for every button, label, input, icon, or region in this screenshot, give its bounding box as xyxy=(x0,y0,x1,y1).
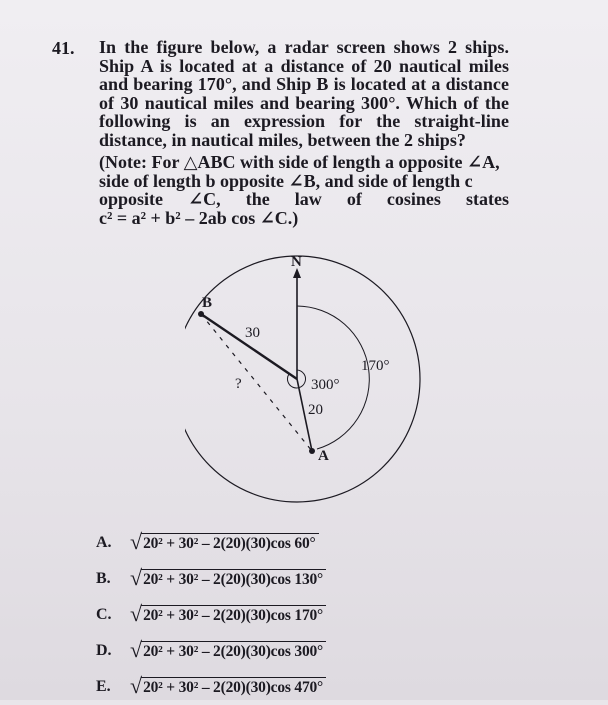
note-word: cosines xyxy=(386,189,441,210)
point-a-label: A xyxy=(318,448,329,464)
note-word: law xyxy=(294,189,322,210)
radical-icon: √ xyxy=(130,529,143,554)
choice-expression: 20² + 30² – 2(20)(30)cos 300° xyxy=(141,641,326,661)
choice-letter: A. xyxy=(96,534,112,551)
note-word: opposite xyxy=(99,189,164,210)
note-word: ∠C, xyxy=(188,189,221,210)
choice-b[interactable] xyxy=(96,561,426,597)
note-line-4-equation: c² = a² + b² – 2ab cos ∠C.) xyxy=(99,207,299,228)
radical-icon: √ xyxy=(130,637,143,662)
radar-circle xyxy=(185,256,420,502)
choice-letter: B. xyxy=(96,570,111,587)
law-of-cosines-note xyxy=(99,153,509,227)
choice-a[interactable] xyxy=(96,525,426,561)
note-line-1: (Note: For △ABC with side of length a opposite ∠A, xyxy=(99,152,500,172)
angle-label-300: 300° xyxy=(311,377,340,393)
square-root xyxy=(130,565,326,590)
choice-expression: 20² + 30² – 2(20)(30)cos 130° xyxy=(141,569,326,589)
unknown-distance-label: ? xyxy=(235,376,242,392)
angle-label-170: 170° xyxy=(361,358,390,374)
choice-expression: 20² + 30² – 2(20)(30)cos 470° xyxy=(141,677,326,697)
note-word: states xyxy=(465,189,509,210)
radical-icon: √ xyxy=(130,601,143,626)
distance-a-label: 20 xyxy=(308,402,323,418)
choice-expression: 20² + 30² – 2(20)(30)cos 170° xyxy=(141,605,326,625)
choice-letter: D. xyxy=(96,642,112,659)
square-root xyxy=(130,637,326,662)
choice-letter: C. xyxy=(96,606,112,623)
question-text: In the figure below, a radar screen shows 2 ships. Ship A is located at a distance of 20 nautical miles and bearing 170°, and Ship B is located at a distance of 30 nautical miles and bearing 300°. Which of the following is an expression for the straight-line distance, in nautical miles, between the 2 ships? xyxy=(99,37,509,150)
radar-diagram xyxy=(185,246,425,516)
choice-d[interactable] xyxy=(96,633,426,669)
answer-choices xyxy=(96,525,426,705)
choice-expression: 20² + 30² – 2(20)(30)cos 60° xyxy=(141,533,318,553)
radical-icon: √ xyxy=(130,565,143,590)
square-root xyxy=(130,673,326,698)
note-word: the xyxy=(245,189,270,210)
question-number: 41. xyxy=(52,38,75,58)
choice-letter: E. xyxy=(96,678,111,695)
radar-figure xyxy=(185,246,425,516)
note-line-3 xyxy=(99,190,509,209)
square-root xyxy=(130,601,326,626)
distance-b-label: 30 xyxy=(245,325,260,341)
note-line-2: side of length b opposite ∠B, and side of length c xyxy=(99,170,473,191)
radical-icon: √ xyxy=(130,673,143,698)
square-root xyxy=(130,529,319,554)
north-label: N xyxy=(291,254,302,270)
segment-to-b xyxy=(201,314,297,379)
note-word: of xyxy=(346,189,362,210)
point-b-label: B xyxy=(202,295,213,311)
choice-c[interactable] xyxy=(96,597,426,633)
